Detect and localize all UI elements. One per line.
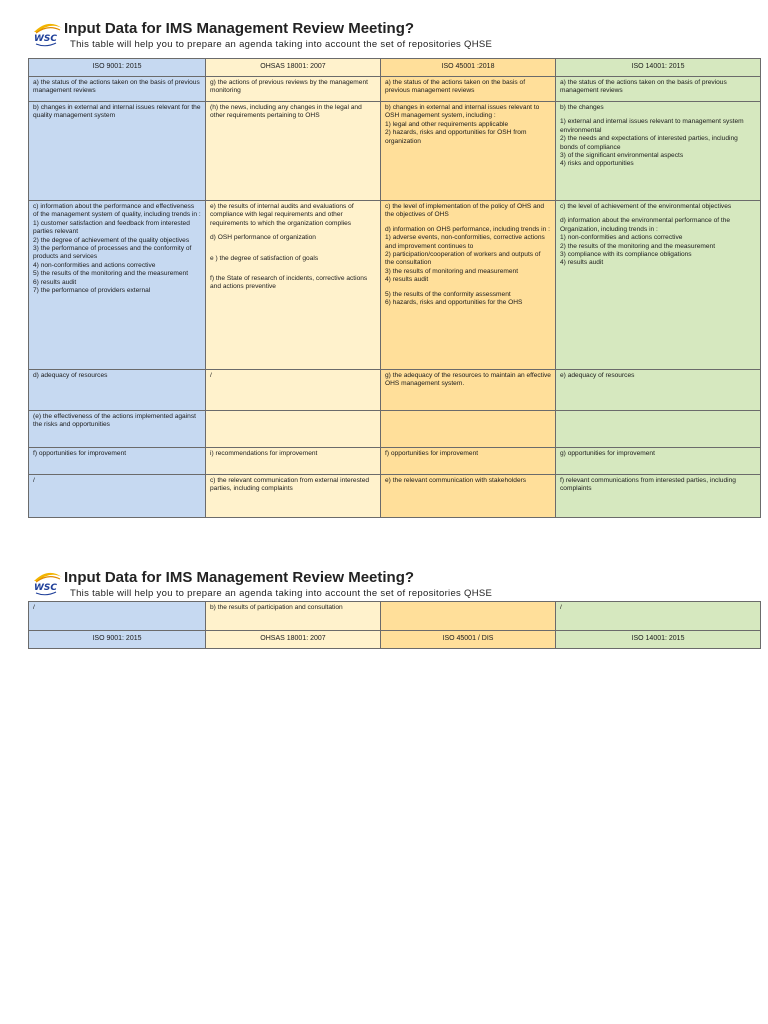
cell-line xyxy=(210,413,376,419)
column-header-ohsas18001: OHSAS 18001: 2007 xyxy=(206,59,381,77)
cell-iso14001 xyxy=(556,370,761,411)
table-row xyxy=(29,201,761,370)
qhse-table-1 xyxy=(28,58,761,518)
cell-iso45001 xyxy=(381,448,556,475)
table-row xyxy=(29,77,761,102)
cell-line: d) adequacy of resources xyxy=(33,372,108,379)
logo-text: WSC xyxy=(34,34,58,44)
cell-line: 4) results audit xyxy=(560,259,604,267)
column-header-iso9001: ISO 9001: 2015 xyxy=(29,631,206,649)
cell-iso9001 xyxy=(29,201,206,370)
cell-ohsas18001 xyxy=(206,102,381,201)
column-header-iso9001: ISO 9001: 2015 xyxy=(29,59,206,77)
cell-iso45001 xyxy=(381,411,556,448)
cell-line: b) changes in external and internal issues relevant for the quality management system xyxy=(33,104,203,120)
logo-text: WSC xyxy=(34,583,58,593)
cell-line: 1) adverse events, non-conformities, corrective actions and improvement continues to xyxy=(385,234,547,250)
page-subtitle: This table will help you to prepare an agenda taking into account the set of repositories QHSE xyxy=(70,588,493,599)
cell-line: 2) participation/cooperation of workers and outputs of the consultation xyxy=(385,251,543,267)
cell-line: 4) results audit xyxy=(385,276,429,284)
cell-line: / xyxy=(33,604,35,611)
column-header-iso45001: ISO 45001 / DIS xyxy=(381,631,556,649)
cell-iso9001 xyxy=(29,475,206,518)
cell-ohsas18001 xyxy=(206,475,381,518)
cell-line: e) the relevant communication with stakeholders xyxy=(385,477,527,484)
cell-line: e ) the degree of satisfaction of goals xyxy=(210,254,319,262)
cell-ohsas18001 xyxy=(206,201,381,370)
cell-iso9001 xyxy=(29,102,206,201)
cell-line: 5) the results of the monitoring and the measurement xyxy=(33,270,189,278)
cell-line: f) relevant communications from interested parties, including complaints xyxy=(560,477,738,493)
cell-line: / xyxy=(560,604,562,611)
cell-line xyxy=(385,413,551,419)
table-row xyxy=(29,475,761,518)
wsc-logo-icon xyxy=(30,20,64,50)
cell-ohsas18001 xyxy=(206,370,381,411)
cell-line: 1) external and internal issues relevant to management system environmental xyxy=(560,118,746,134)
cell-line: 3) the results of monitoring and measurement xyxy=(385,267,519,275)
table-row xyxy=(29,370,761,411)
cell-line: b) the changes xyxy=(560,104,604,111)
cell-line: 1) non-conformities and actions corrective xyxy=(560,234,683,242)
table-row xyxy=(29,102,761,201)
cell-iso14001 xyxy=(556,448,761,475)
cell-iso45001 xyxy=(381,370,556,411)
cell-line: c) information about the performance and effectiveness of the management system of quality, including trends in : xyxy=(33,203,201,219)
cell-line: d) OSH performance of organization xyxy=(210,234,316,242)
cell-line: 2) the degree of achievement of the quality objectives xyxy=(33,236,190,244)
cell-line: c) the level of achievement of the environmental objectives xyxy=(560,203,732,210)
cell-iso45001 xyxy=(381,475,556,518)
cell-iso9001 xyxy=(29,77,206,102)
cell-line: 2) the results of the monitoring and the measurement xyxy=(560,242,716,250)
column-header-iso14001: ISO 14001: 2015 xyxy=(556,631,761,649)
qhse-table-2 xyxy=(28,601,761,649)
section-header xyxy=(28,569,760,607)
cell-iso14001 xyxy=(556,475,761,518)
cell-line: / xyxy=(33,477,35,484)
column-header-iso14001: ISO 14001: 2015 xyxy=(556,59,761,77)
cell-ohsas18001 xyxy=(206,77,381,102)
cell-ohsas18001 xyxy=(206,411,381,448)
cell-iso9001 xyxy=(29,411,206,448)
page-title: Input Data for IMS Management Review Meeting? xyxy=(64,569,415,586)
cell-iso14001 xyxy=(556,77,761,102)
column-header-iso45001: ISO 45001 :2018 xyxy=(381,59,556,77)
cell-line: 3) the performance of processes and the conformity of products and services xyxy=(33,245,194,261)
cell-line: f) opportunities for improvement xyxy=(33,450,127,457)
cell-line: f) opportunities for improvement xyxy=(385,450,479,457)
cell-line: g) the adequacy of the resources to maintain an effective OHS management system. xyxy=(385,372,553,388)
cell-line: a) the status of the actions taken on the basis of previous management reviews xyxy=(560,79,729,95)
cell-ohsas18001 xyxy=(206,448,381,475)
cell-line: 7) the performance of providers external xyxy=(33,287,151,295)
cell-line: g) the actions of previous reviews by the management monitoring xyxy=(210,79,370,95)
cell-iso14001 xyxy=(556,201,761,370)
cell-line: f) the State of research of incidents, corrective actions and actions preventive xyxy=(210,275,370,291)
cell-line xyxy=(560,413,756,419)
cell-line: 6) results audit xyxy=(33,278,77,286)
table-row xyxy=(29,448,761,475)
header-row xyxy=(29,59,761,77)
cell-line: b) changes in external and internal issues relevant to OSH management system, including : xyxy=(385,104,542,120)
cell-line: e) the results of internal audits and evaluations of compliance with legal requirements and other requirements to which the organization complies xyxy=(210,203,356,227)
cell-line: b) the results of participation and consultation xyxy=(210,604,343,611)
cell-line: 2) hazards, risks and opportunities for OSH from organization xyxy=(385,129,529,145)
page-subtitle: This table will help you to prepare an agenda taking into account the set of repositories QHSE xyxy=(70,39,493,50)
cell-line: 4) non-conformities and actions corrective xyxy=(33,261,156,269)
wsc-logo-icon xyxy=(30,569,64,599)
cell-line: c) the relevant communication from external interested parties, including complaints xyxy=(210,477,371,493)
cell-line: 6) hazards, risks and opportunities for the OHS xyxy=(385,299,523,307)
section-1 xyxy=(28,20,760,518)
cell-iso14001 xyxy=(556,411,761,448)
page-title: Input Data for IMS Management Review Meeting? xyxy=(64,20,415,37)
section-2 xyxy=(28,569,760,649)
cell-iso45001 xyxy=(381,77,556,102)
cell-line: 2) the needs and expectations of interested parties, including bonds of compliance xyxy=(560,135,740,151)
cell-line: 5) the results of the conformity assessment xyxy=(385,290,511,298)
cell-iso45001 xyxy=(381,201,556,370)
cell-line: a) the status of the actions taken on the basis of previous management reviews xyxy=(33,79,202,95)
cell-line: 1) customer satisfaction and feedback from interested parties relevant xyxy=(33,219,192,236)
cell-line: g) opportunities for improvement xyxy=(560,450,655,457)
column-header-ohsas18001: OHSAS 18001: 2007 xyxy=(206,631,381,649)
cell-line: i) recommendations for improvement xyxy=(210,450,318,457)
header-row xyxy=(29,631,761,649)
cell-line: d) information on OHS performance, including trends in : xyxy=(385,225,550,233)
cell-line: d) information about the environmental performance of the Organization, including trends in : xyxy=(560,217,732,233)
cell-line: 3) compliance with its compliance obligations xyxy=(560,251,692,259)
cell-iso45001 xyxy=(381,102,556,201)
cell-line: 4) risks and opportunities xyxy=(560,160,634,168)
cell-line: a) the status of the actions taken on the basis of previous management reviews xyxy=(385,79,527,95)
section-header xyxy=(28,20,760,58)
cell-line: c) the level of implementation of the policy of OHS and the objectives of OHS xyxy=(385,203,546,219)
cell-line: e) adequacy of resources xyxy=(560,372,635,379)
cell-iso9001 xyxy=(29,448,206,475)
cell-line: (e) the effectiveness of the actions implemented against the risks and opportunities xyxy=(33,413,198,429)
cell-iso14001 xyxy=(556,102,761,201)
cell-line: 1) legal and other requirements applicable xyxy=(385,120,509,128)
cell-line: 3) of the significant environmental aspects xyxy=(560,152,684,160)
cell-line: (h) the news, including any changes in the legal and other requirements pertaining to OHS xyxy=(210,104,364,120)
cell-line: / xyxy=(210,372,212,379)
cell-iso9001 xyxy=(29,370,206,411)
table-row xyxy=(29,411,761,448)
